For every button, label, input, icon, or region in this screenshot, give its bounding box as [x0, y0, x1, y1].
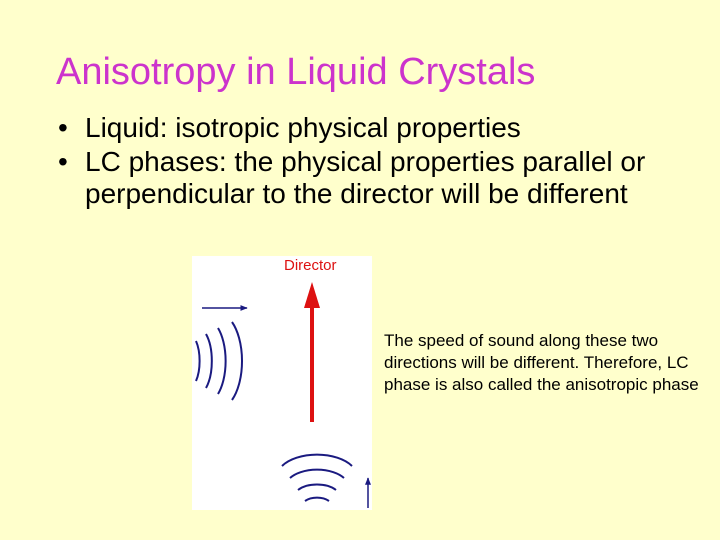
- caption-text: The speed of sound along these two directions will be different. Therefore, LC phase is also called the anisotropic phase: [384, 331, 699, 394]
- sound-wave-icon: [196, 322, 242, 400]
- director-label: Director: [284, 257, 337, 274]
- bullet-marker: •: [58, 112, 68, 143]
- bullet-item: [58, 146, 678, 210]
- bullet-list: [58, 112, 678, 212]
- slide-title: Anisotropy in Liquid Crystals: [56, 51, 536, 93]
- bullet-item: [58, 112, 678, 144]
- figure-canvas: [192, 256, 372, 510]
- sound-wave-icon: [282, 455, 352, 501]
- director-arrow-icon: [304, 282, 320, 422]
- sound-propagation-figure: [192, 256, 372, 510]
- bullet-text: LC phases: the physical properties parallel or perpendicular to the director will be different: [85, 146, 646, 209]
- bullet-marker: •: [58, 146, 68, 177]
- bullet-text: Liquid: isotropic physical properties: [85, 112, 521, 143]
